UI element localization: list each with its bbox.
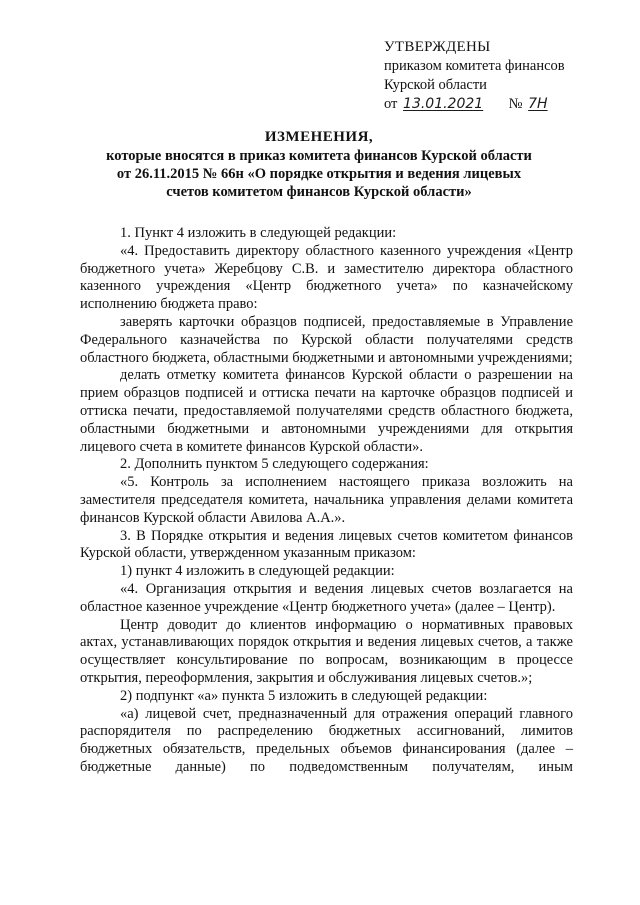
heading-subtitle-line-2: от 26.11.2015 № 66н «О порядке открытия и ведения лицевых (116, 166, 522, 182)
paragraph: 1) пункт 4 изложить в следующей редакции: (120, 563, 395, 580)
approval-line-order: приказом комитета финансов (384, 58, 565, 74)
approval-block (384, 38, 614, 114)
page-title: ИЗМЕНЕНИЯ, (264, 129, 374, 145)
paragraph: «а) лицевой счет, предназначенный для отражения операций главного распорядителя по распределению бюджетных ассигнований, лимитов бюджетных обязательств, предельных объемов финансирования (далее – бюджетные данные) по подведомственным получателям, иным (80, 705, 573, 775)
heading-subtitle-line-3: счетов комитетом финансов Курской области» (166, 184, 472, 200)
approval-date-number-line (384, 95, 614, 114)
handwritten-date: 13.01.2021 (403, 96, 484, 112)
paragraph: «4. Предоставить директору областного казенного учреждения «Центр бюджетного учета» Жеребцову С.В. и заместителю директора областного казенного учреждения «Центр бюджетного учета» по казначейскому исполнению бюджета право: (80, 242, 573, 313)
approval-title: УТВЕРЖДЕНЫ (384, 39, 491, 55)
heading-subtitle-line-1: которые вносятся в приказ комитета финансов Курской области (106, 148, 532, 164)
approval-line-region: Курской области (384, 77, 487, 93)
paragraph: делать отметку комитета финансов Курской области о разрешении на прием образцов подписей и оттиска печати на карточке образцов подписей и оттиска печати, предоставляемой получателями средств областного бюджета, областными бюджетными и автономными учреждениями для открытия лицевого счета в комитете финансов Курской области». (80, 367, 573, 455)
paragraph: «5. Контроль за исполнением настоящего приказа возложить на заместителя председателя комитета, начальника управления делами комитета финансов Курской области Авилова А.А.». (80, 474, 573, 526)
paragraph: 2. Дополнить пунктом 5 следующего содержания: (120, 456, 429, 473)
paragraph: Центр доводит до клиентов информацию о нормативных правовых актах, устанавливающих порядок открытия и ведения лицевых счетов, а также осуществляет консультирование по вопросам, возникающим в процессе открытия, переоформления, закрытия и обслуживания лицевых счетов.»; (80, 616, 573, 686)
handwritten-number: 7Н (528, 96, 548, 112)
number-prefix: № (508, 96, 523, 112)
document-body (80, 225, 573, 777)
paragraph: 1. Пункт 4 изложить в следующей редакции: (120, 225, 397, 241)
paragraph: 3. В Порядке открытия и ведения лицевых счетов комитетом финансов Курской области, утвержденном указанным приказом: (80, 527, 573, 562)
paragraph: заверять карточки образцов подписей, предоставляемые в Управление Федерального казначейства по Курской области получателями средств областного бюджета, областными бюджетными и автономными учреждениями; (80, 313, 573, 366)
paragraph: «4. Организация открытия и ведения лицевых счетов возлагается на областное казенное учреждение «Центр бюджетного учета» (далее – Центр). (80, 580, 573, 615)
paragraph: 2) подпункт «а» пункта 5 изложить в следующей редакции: (120, 687, 488, 704)
document-heading (80, 128, 558, 201)
date-prefix: от (384, 96, 398, 112)
